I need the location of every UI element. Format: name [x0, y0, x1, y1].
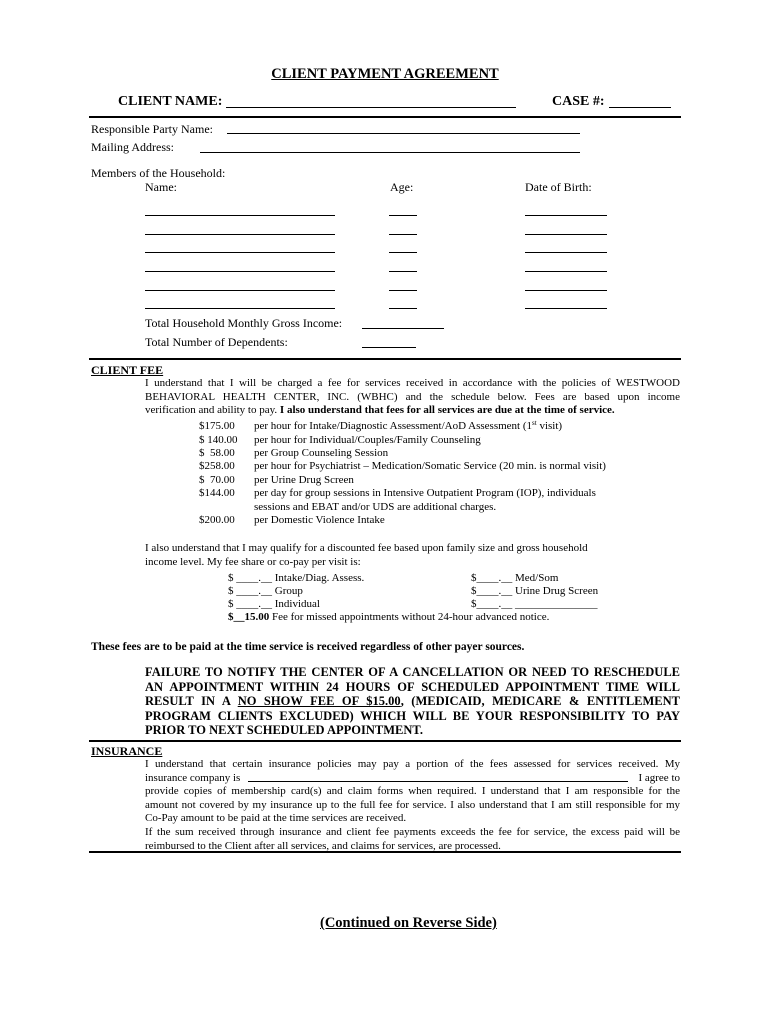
member-dob-field[interactable]: [525, 290, 607, 291]
member-name-field[interactable]: [145, 234, 335, 235]
member-name-field[interactable]: [145, 215, 335, 216]
member-name-field[interactable]: [145, 308, 335, 309]
insurance-line: provide copies of membership card(s) and claim forms when required. I understand that I am responsible for the: [145, 785, 680, 798]
fee-description: per Urine Drug Screen: [254, 474, 354, 486]
intro-line: BEHAVIORAL HEALTH CENTER, INC. (WBHC) and the schedule below. Fees are based upon income: [145, 390, 680, 403]
divider-top: [89, 116, 681, 118]
divider-insurance: [89, 851, 681, 853]
household-heading: Members of the Household:: [91, 166, 226, 180]
failure-line: PROGRAM CLIENTS EXCLUDED) WHICH WILL BE YOUR RESPONSIBILITY TO PAY: [145, 708, 680, 723]
mailing-address-field[interactable]: [200, 152, 580, 153]
fee-description: per hour for Individual/Couples/Family Counseling: [254, 434, 481, 446]
fee-amount: $ 140.00: [199, 434, 238, 446]
member-age-field[interactable]: [389, 308, 417, 309]
member-age-field[interactable]: [389, 234, 417, 235]
failure-text: RESULT IN A: [145, 694, 238, 709]
member-dob-field[interactable]: [525, 215, 607, 216]
no-show-fee-line: [228, 611, 549, 625]
member-dob-field[interactable]: [525, 234, 607, 235]
fee-desc-tail: visit): [536, 420, 563, 432]
insurance-text: [145, 758, 680, 853]
page-title: CLIENT PAYMENT AGREEMENT: [271, 66, 499, 82]
divider-failure: [89, 740, 681, 742]
insurance-line: amount not covered by my insurance up to the full fee for service. I also understand that I am still responsible for my: [145, 798, 680, 811]
divider-household: [89, 358, 681, 360]
member-age-field[interactable]: [389, 290, 417, 291]
intro-bold-text: I also understand that fees for all services are due at the time of service.: [279, 404, 615, 417]
insurance-line: reimbursed to the Client after all services, and claims for services, are processed.: [145, 839, 501, 852]
discount-text: income level. My fee share or co-pay per visit is:: [145, 556, 361, 568]
fee-amount: $ 70.00: [199, 474, 235, 486]
insurance-line: Co-Pay amount to be paid at the time services are received.: [145, 812, 407, 825]
member-dob-field[interactable]: [525, 252, 607, 253]
gross-income-label: Total Household Monthly Gross Income:: [145, 316, 343, 330]
failure-text: , (MEDICAID, MEDICARE & ENTITLEMENT: [400, 694, 680, 709]
insurance-heading: INSURANCE: [91, 744, 163, 758]
discount-text: I also understand that I may qualify for a discounted fee based upon family size and gross household: [145, 542, 588, 554]
fee-description: [254, 420, 562, 434]
gross-income-field[interactable]: [362, 328, 444, 329]
member-name-field[interactable]: [145, 290, 335, 291]
member-dob-field[interactable]: [525, 308, 607, 309]
insurance-line: I understand that certain insurance policies may pay a portion of the fees assessed for services received. My: [145, 758, 680, 770]
case-number-field[interactable]: [609, 107, 671, 108]
no-show-fee-emphasis: NO SHOW FEE OF $15.00: [237, 694, 401, 709]
fee-amount: $258.00: [199, 460, 235, 472]
member-age-field[interactable]: [389, 271, 417, 272]
mailing-address-label: Mailing Address:: [91, 140, 174, 154]
copay-urine-screen[interactable]: $____.__ Urine Drug Screen: [471, 585, 599, 597]
failure-line: [145, 694, 680, 709]
fee-amount: $175.00: [199, 420, 235, 432]
fee-description: per day for group sessions in Intensive Outpatient Program (IOP), individuals: [254, 487, 596, 499]
fee-description: per hour for Psychiatrist – Medication/Somatic Service (20 min. is normal visit): [254, 460, 606, 472]
dependents-label: Total Number of Dependents:: [145, 335, 288, 349]
household-dob-column: Date of Birth:: [525, 180, 592, 194]
no-show-fee-text: Fee for missed appointments without 24-hour advanced notice.: [269, 611, 550, 623]
fee-amount: $144.00: [199, 487, 235, 499]
copay-group[interactable]: $ ____.__ Group: [228, 585, 303, 597]
copay-other[interactable]: $____.__ _______________: [471, 598, 598, 610]
failure-notice: [145, 665, 680, 738]
failure-line: FAILURE TO NOTIFY THE CENTER OF A CANCELLATION OR NEED TO RESCHEDULE: [145, 665, 680, 679]
fee-description: per Domestic Violence Intake: [254, 514, 385, 526]
fee-desc-text: per hour for Intake/Diagnostic Assessment/AoD Assessment (1: [254, 420, 533, 432]
continued-note: (Continued on Reverse Side): [320, 915, 497, 931]
dependents-field[interactable]: [362, 347, 416, 348]
copay-individual[interactable]: $ ____.__ Individual: [228, 598, 320, 610]
household-name-column: Name:: [145, 180, 177, 194]
fee-description-cont: sessions and EBAT and/or UDS are additional charges.: [254, 501, 497, 513]
insurance-company-field[interactable]: [248, 781, 628, 782]
household-age-column: Age:: [390, 180, 414, 194]
member-age-field[interactable]: [389, 252, 417, 253]
fee-amount: $200.00: [199, 514, 235, 526]
case-number-label: CASE #:: [552, 94, 605, 109]
insurance-agree-text: I agree to: [638, 771, 680, 784]
client-name-field[interactable]: [226, 107, 516, 108]
insurance-company-label: insurance company is: [145, 771, 241, 784]
responsible-party-label: Responsible Party Name:: [91, 122, 213, 136]
no-show-fee-amount: $__15.00: [228, 611, 270, 623]
member-age-field[interactable]: [389, 215, 417, 216]
client-fee-heading: CLIENT FEE: [91, 363, 164, 377]
payer-statement: These fees are to be paid at the time service is received regardless of other payer sources.: [91, 641, 525, 653]
fee-amount: $ 58.00: [199, 447, 235, 459]
failure-line: AN APPOINTMENT WITHIN 24 HOURS OF SCHEDULED APPOINTMENT TIME WILL: [145, 679, 680, 694]
intro-line: [145, 404, 680, 418]
intro-line: I understand that I will be charged a fee for services received in accordance with the policies of WESTWOOD: [145, 377, 680, 389]
fee-description: per Group Counseling Session: [254, 447, 389, 459]
client-name-label: CLIENT NAME:: [118, 94, 223, 109]
responsible-party-field[interactable]: [227, 133, 580, 134]
member-dob-field[interactable]: [525, 271, 607, 272]
copay-medsom[interactable]: $____.__ Med/Som: [471, 572, 559, 584]
member-name-field[interactable]: [145, 252, 335, 253]
client-fee-intro: [145, 377, 680, 418]
insurance-line: [145, 772, 680, 786]
member-name-field[interactable]: [145, 271, 335, 272]
copay-intake[interactable]: $ ____.__ Intake/Diag. Assess.: [228, 572, 365, 584]
failure-line: PRIOR TO NEXT SCHEDULED APPOINTMENT.: [145, 723, 423, 738]
fee-desc-sup: st: [532, 419, 537, 427]
intro-text: verification and ability to pay.: [145, 404, 280, 417]
insurance-line: If the sum received through insurance and client fee payments exceeds the fee for service, the excess paid will be: [145, 825, 680, 838]
